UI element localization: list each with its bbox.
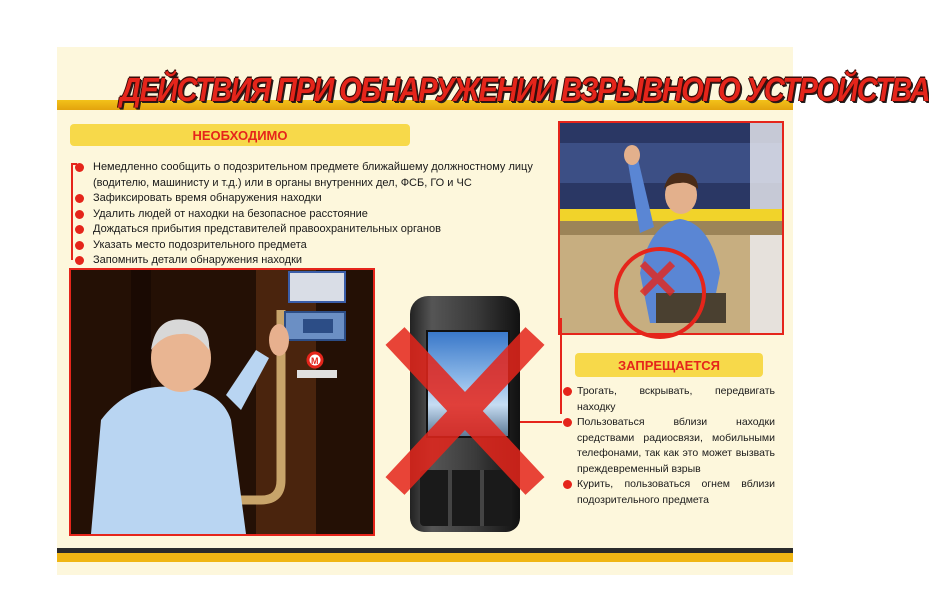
bullet-dot-icon [563, 387, 572, 396]
required-item: Зафиксировать время обнаружения находки [73, 191, 563, 207]
cross-ban-icon: ✕ [634, 248, 681, 311]
required-heading: НЕОБХОДИМО [70, 124, 410, 146]
forbidden-list [563, 384, 775, 508]
page-title: ДЕЙСТВИЯ ПРИ ОБНАРУЖЕНИИ ВЗРЫВНОГО УСТРОЙСТВА [120, 72, 929, 109]
forbidden-item: Трогать, вскрывать, передвигать находку [563, 384, 775, 415]
required-item: Немедленно сообщить о подозрительном предмете ближайшему должностному лицу (водителю, машинисту и т.д.) или в органы внутренних дел, ФСБ, ГО и ЧС [73, 160, 563, 191]
bullet-dot-icon [75, 241, 84, 250]
bullet-dot-icon [75, 256, 84, 265]
required-item: Указать место подозрительного предмета [73, 238, 563, 254]
photo-man-pressing-alarm [69, 268, 375, 536]
bullet-dot-icon [75, 163, 84, 172]
forbidden-connector-phone [520, 421, 562, 423]
cross-ban-icon [385, 326, 545, 496]
forbidden-item: Пользоваться вблизи находки средствами радиосвязи, мобильными телефонами, так как это может вызвать преждевременный взрыв [563, 415, 775, 477]
required-item: Запомнить детали обнаружения находки [73, 253, 563, 269]
bullet-dot-icon [563, 418, 572, 427]
required-item: Дождаться прибытия представителей правоохранительных органов [73, 222, 563, 238]
required-item: Удалить людей от находки на безопасное расстояние [73, 207, 563, 223]
forbidden-heading: ЗАПРЕЩАЕТСЯ [575, 353, 763, 377]
photo-man-illustration [71, 270, 373, 534]
bullet-dot-icon [75, 225, 84, 234]
bullet-dot-icon [75, 210, 84, 219]
forbidden-connector-vertical [560, 318, 562, 414]
forbidden-item: Курить, пользоваться огнем вблизи подозрительного предмета [563, 477, 775, 508]
bottom-yellow-band [57, 548, 793, 562]
bullet-dot-icon [563, 480, 572, 489]
required-list [73, 160, 563, 269]
metro-sign-letter: М [311, 356, 319, 366]
bullet-dot-icon [75, 194, 84, 203]
